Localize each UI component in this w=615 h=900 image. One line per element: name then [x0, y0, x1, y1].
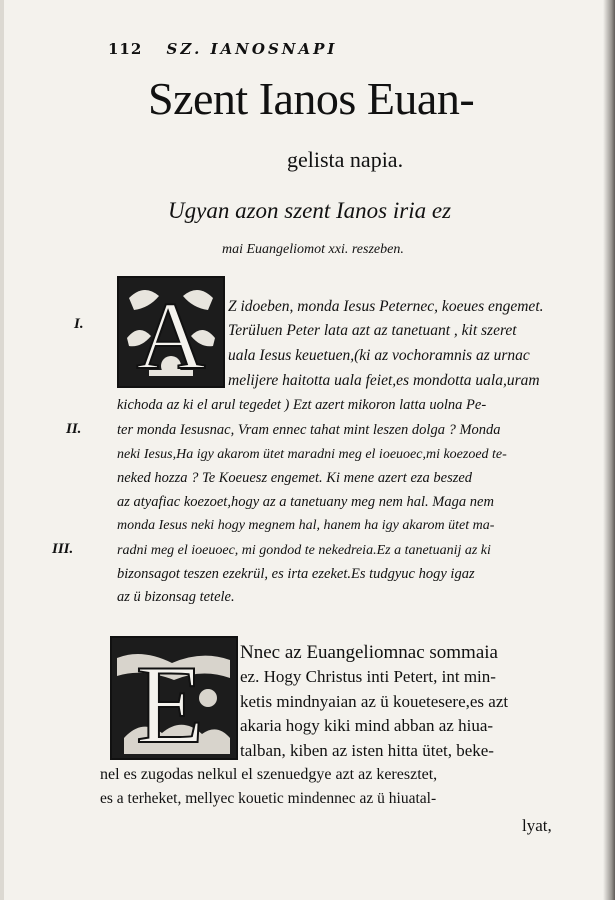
margin-note-2: II. [66, 421, 82, 437]
p2-line: nel es zugodas nelkul el szenuedgye azt az keresztet, [100, 766, 438, 783]
p1-line: uala Iesus keuetuen,(ki az vochoramnis az urnac [228, 347, 530, 364]
p1-line: Z idoeben, monda Iesus Peternec, koeues engemet. [228, 298, 544, 315]
p1-line: ter monda Iesusnac, Vram ennec tahat mint leszen dolga ? Monda [117, 422, 501, 438]
margin-note-3: III. [52, 541, 74, 557]
p1-line: az atyafiac koezoet,hogy az a tanetuany meg nem hal. Maga nem [117, 494, 494, 510]
drop-cap-e-letter: E [135, 643, 205, 758]
p1-line: Terüluen Peter lata azt az tanetuant , kit szeret [228, 322, 517, 339]
p2-line: ketis mindnyaian az ü kouetesere,es azt [240, 692, 509, 711]
p1-line: neked hozza ? Te Koeuesz engemet. Ki mene azert eza beszed [117, 470, 473, 486]
page-left-edge [0, 0, 4, 900]
heading-line-1: Szent Ianos Euan- [148, 73, 475, 124]
p2-line: es a terheket, mellyec kouetic mindennec az ü hiuatal- [100, 790, 437, 807]
woodcut-initial-a [117, 276, 225, 388]
p1-line: bizonsagot teszen ezekrül, es irta ezeket.Es tudgyuc hogy igaz [117, 566, 475, 582]
p1-line: radni meg el ioeuoec, mi gondod te nekedreia.Ez a tanetuanij az ki [117, 543, 491, 558]
page-binding-shadow [603, 0, 615, 900]
p2-line: talban, kiben az isten hitta ütet, beke- [240, 741, 494, 760]
p1-line: az ü bizonsag tetele. [117, 589, 235, 605]
running-head [108, 40, 337, 58]
drop-cap-a-letter: A [136, 282, 206, 386]
heading-line-2: gelista napia. [287, 147, 404, 172]
p2-line: lyat, [522, 816, 552, 835]
p2-line: Nnec az Euangeliomnac sommaia [240, 642, 498, 663]
p2-line: akaria hogy kiki mind abban az hiua- [240, 716, 494, 735]
p1-line: monda Iesus neki hogy megnem hal, hanem ha igy akarom ütet ma- [117, 518, 495, 533]
p1-line: kichoda az ki el arul tegedet ) Ezt azert mikoron latta uolna Pe- [117, 397, 487, 413]
margin-note-1: I. [74, 316, 84, 332]
subheading-line-1: Ugyan azon szent Ianos iria ez [168, 198, 452, 223]
subheading-line-2: mai Euangeliomot xxi. reszeben. [222, 242, 404, 257]
p2-line: ez. Hogy Christus inti Petert, int min- [240, 667, 496, 686]
page-number: 112 [108, 40, 143, 58]
p1-line: melijere haitotta uala feiet,es mondotta uala,uram [228, 372, 540, 389]
running-title: SZ. IANOSNAPI [166, 40, 338, 58]
woodcut-initial-e [110, 636, 238, 760]
p1-line: neki Iesus,Ha igy akarom ütet maradni meg el ioeuoec,mi koezoed te- [117, 447, 507, 462]
